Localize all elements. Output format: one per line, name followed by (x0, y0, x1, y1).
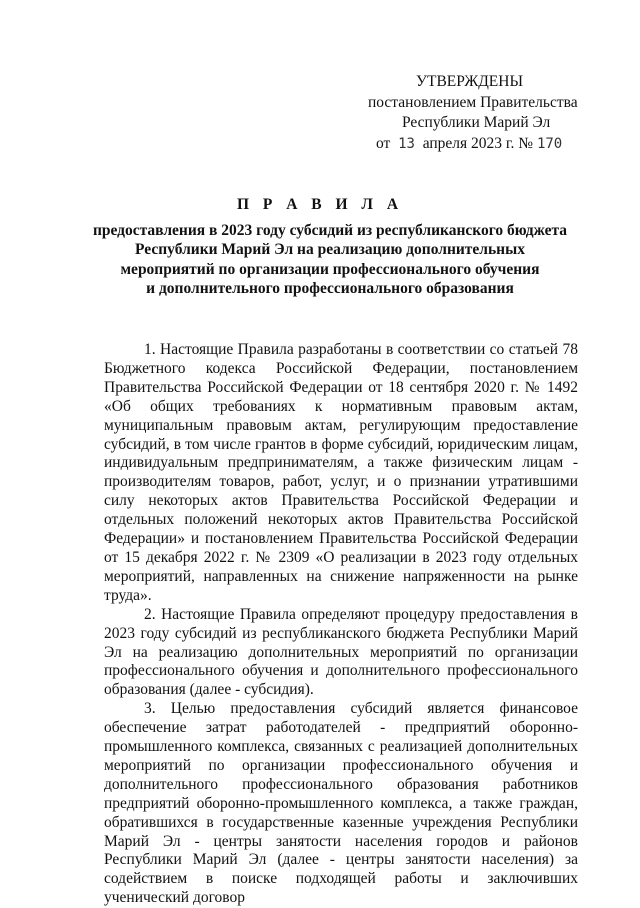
document-body (104, 341, 578, 908)
document-title: П Р А В И Л А (236, 196, 404, 213)
paragraph-1: 1. Настоящие Правила разработаны в соответствии со статьей 78 Бюджетного кодекса Российской Федерации, постановлением Правительства Российской Федерации от 18 сентября 2020 г. № 1492 «Об общих требованиях к нормативным правовым актам, муниципальным правовым актам, регулирующим предоставление субсидий, в том числе грантов в форме субсидий, юридическим лицам, индивидуальным предпринимателям, а также физическим лицам - производителям товаров, работ, услуг, и о признании утратившими силу некоторых актов Правительства Российской Федерации и отдельных положений некоторых актов Правительства Российской Федерации» и постановлением Правительства Российской Федерации от 15 декабря 2022 г. № 2309 «О реализации в 2023 году отдельных мероприятий, направленных на снижение напряженности на рынке труда». (104, 341, 578, 604)
approval-date-middle: апреля 2023 г. № (422, 134, 534, 152)
approval-day: 13 (398, 135, 415, 152)
subtitle-line-2: Республики Марий Эл на реализацию дополнительных (135, 241, 525, 259)
approval-authority: постановлением Правительства (368, 93, 578, 111)
approval-date-prefix: от (376, 134, 391, 152)
paragraph-2: 2. Настоящие Правила определяют процедуру предоставления в 2023 году субсидий из республиканского бюджета Республики Марий Эл на реализацию дополнительных мероприятий по организации профессионального обучения и дополнительного профессионального образования (далее - субсидия). (104, 605, 578, 699)
paragraph-3: 3. Целью предоставления субсидий является финансовое обеспечение затрат работодателей - предприятий оборонно-промышленного комплекса, связанных с реализацией дополнительных мероприятий по организации профессионального обучения и дополнительного профессионального образования работников предприятий оборонно-промышленного комплекса, а также граждан, обратившихся в государственные казенные учреждения Республики Марий Эл - центры занятости населения городов и районов Республики Марий Эл (далее - центры занятости населения) за содействием в поиске подходящей работы и заключивших ученический договор (104, 700, 578, 907)
approval-region: Республики Марий Эл (402, 114, 551, 131)
subtitle-line-3: мероприятий по организации профессионального обучения (120, 260, 540, 278)
approval-stamp (368, 72, 588, 154)
approval-heading: УТВЕРЖДЕНЫ (416, 73, 523, 90)
document-subtitle (80, 221, 580, 298)
approval-date-line (368, 134, 588, 155)
approval-number: 170 (536, 135, 563, 152)
subtitle-line-1: предоставления в 2023 году субсидий из республиканского бюджета (92, 222, 568, 239)
subtitle-line-4: и дополнительного профессионального образования (146, 279, 514, 297)
